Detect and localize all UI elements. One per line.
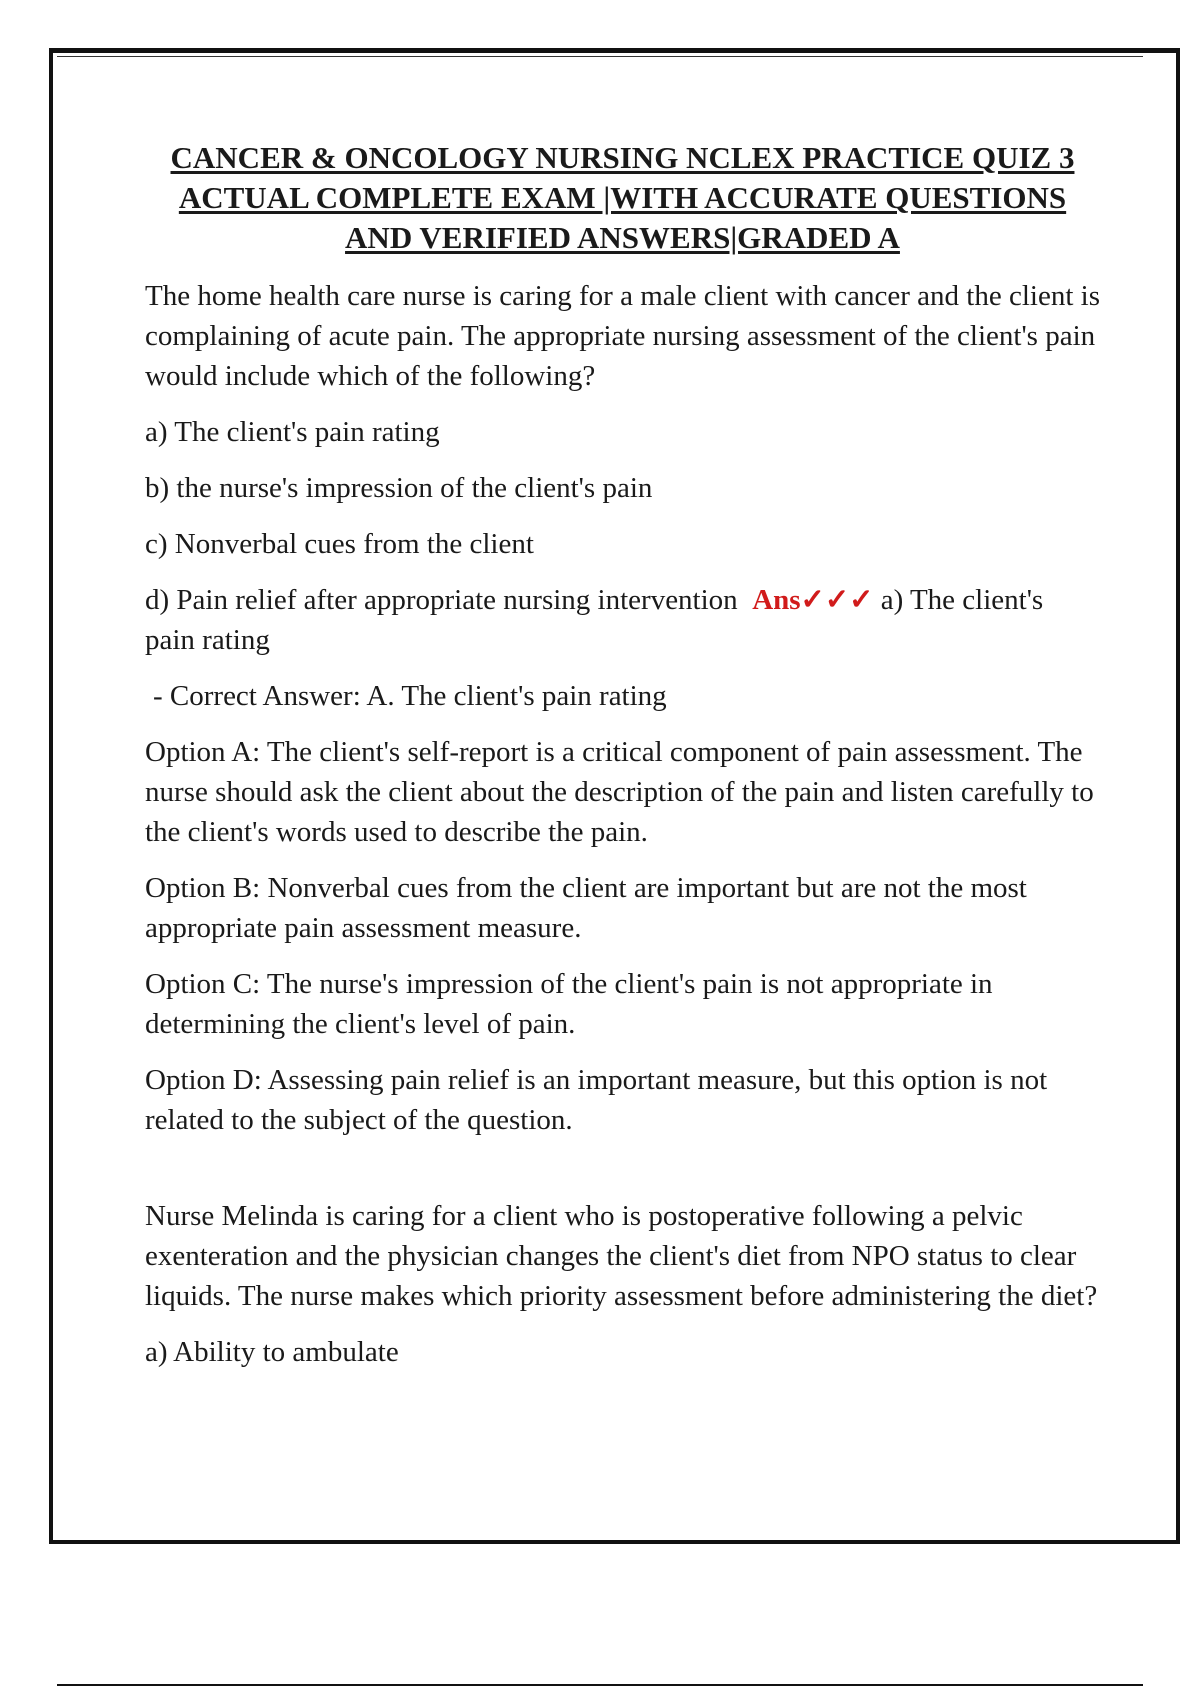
document-body — [145, 138, 1100, 1372]
question-1-correct-answer: - Correct Answer: A. The client's pain rating — [153, 680, 667, 712]
footer-rule — [57, 1684, 1143, 1686]
question-1-option-c: c) Nonverbal cues from the client — [145, 528, 534, 560]
explanation-a: Option A: The client's self-report is a critical component of pain assessment. The nurse should ask the client about the description of the pain and listen carefully to the client's words used to describe the pain. — [145, 736, 1094, 848]
question-1-stem: The home health care nurse is caring for a male client with cancer and the client is complaining of acute pain. The appropriate nursing assessment of the client's pain would include which of the following? — [145, 280, 1100, 392]
explanation-c: Option C: The nurse's impression of the client's pain is not appropriate in determining the client's level of pain. — [145, 968, 993, 1040]
answer-marker: Ans✓✓✓ — [752, 584, 874, 616]
question-1-option-d-line — [145, 580, 1100, 660]
title-line-2: ACTUAL COMPLETE EXAM |WITH ACCURATE QUESTIONS — [178, 180, 1067, 215]
question-1-option-b: b) the nurse's impression of the client's pain — [145, 472, 653, 504]
page-border-inner-line — [57, 56, 1143, 57]
question-1-option-d: d) Pain relief after appropriate nursing intervention — [145, 584, 738, 616]
document-title — [145, 138, 1100, 258]
explanation-d: Option D: Assessing pain relief is an important measure, but this option is not related to the subject of the question. — [145, 1064, 1048, 1136]
question-2-option-a: a) Ability to ambulate — [145, 1336, 399, 1368]
explanation-b: Option B: Nonverbal cues from the client are important but are not the most appropriate pain assessment measure. — [145, 872, 1027, 944]
title-line-3: AND VERIFIED ANSWERS|GRADED A — [345, 220, 900, 255]
answer-text: a) The client's pain rating — [145, 584, 1044, 656]
question-2-stem: Nurse Melinda is caring for a client who is postoperative following a pelvic exenteration and the physician changes the client's diet from NPO status to clear liquids. The nurse makes which priority assessment before administering the diet? — [145, 1200, 1098, 1312]
question-1-option-a: a) The client's pain rating — [145, 416, 440, 448]
title-line-1: CANCER & ONCOLOGY NURSING NCLEX PRACTICE QUIZ 3 — [170, 140, 1075, 175]
